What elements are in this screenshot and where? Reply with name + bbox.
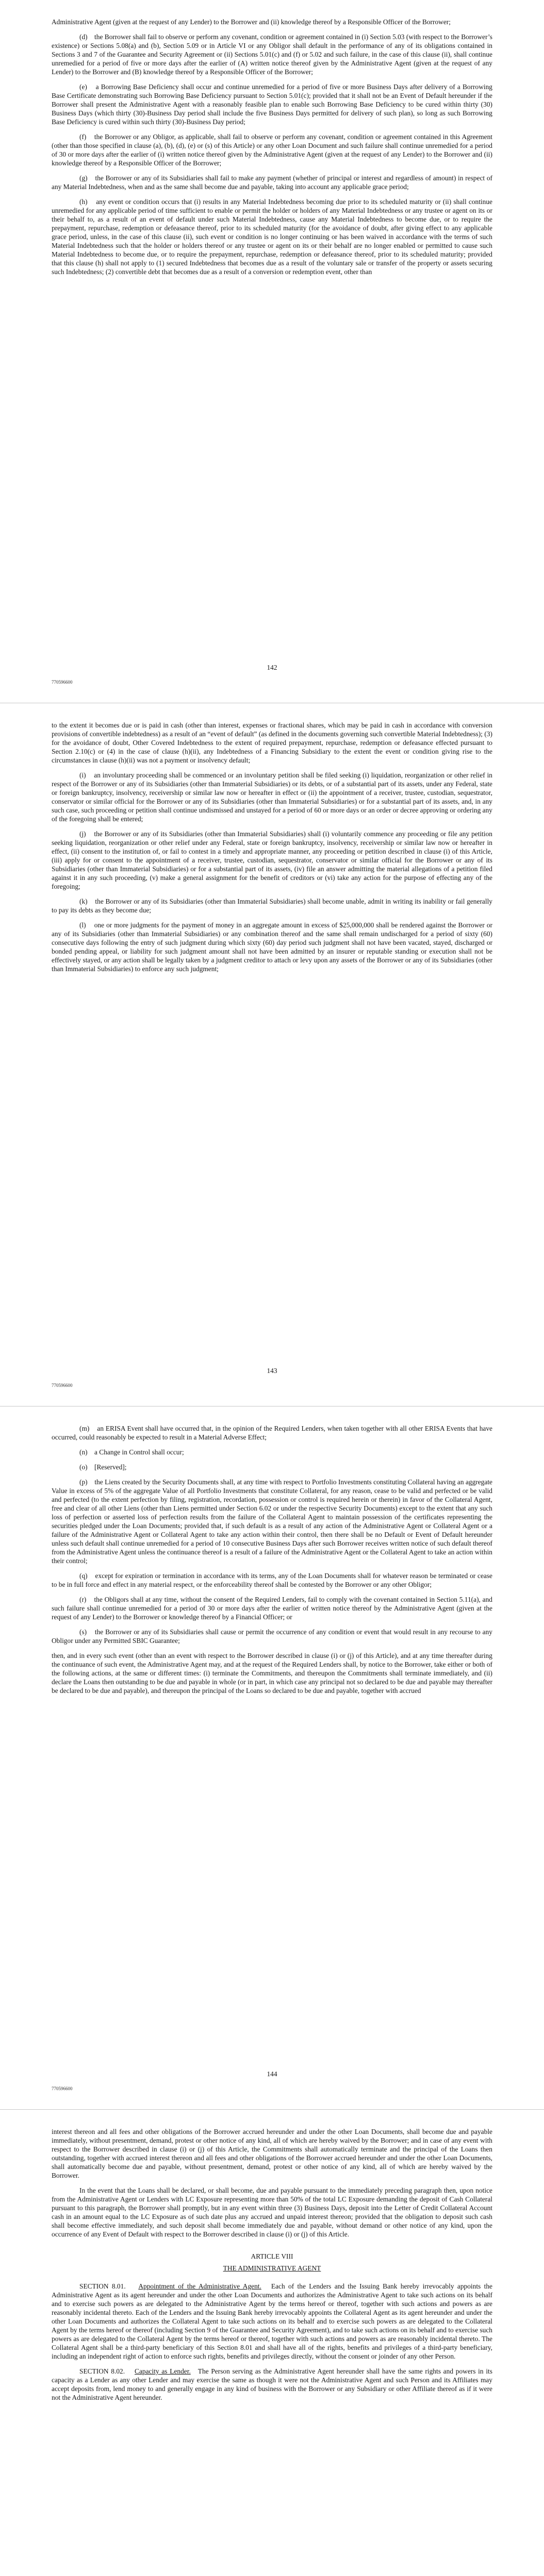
section-heading: Capacity as Lender. <box>135 2367 191 2375</box>
footer-id: 770596600 <box>52 680 73 685</box>
paragraph-clause-g: (g) the Borrower or any of its Subsidiaries shall fail to make any payment (whether of principal or interest and regardless of amount) in respect of any Material Indebtedness, when and as the same shall become due and payable, taking into account any applicable grace period; <box>52 174 492 191</box>
section-8-01 <box>52 2282 492 2361</box>
paragraph-clause-k: (k) the Borrower or any of its Subsidiaries (other than Immaterial Subsidiaries) shall become unable, admit in writing its inability or fail generally to pay its debts as they become due; <box>52 897 492 914</box>
paragraph-clause-f: (f) the Borrower or any Obligor, as applicable, shall fail to observe or perform any covenant, condition or agreement contained in this Agreement (other than those specified in clause (a), (b), (d), (e) or (s) of this Article) or any other Loan Document and such failure shall continue unremedied for a period of 30 or more days after the earlier of (i) written notice thereof given by the Administrative Agent (given at the request of any Lender) to the Borrower and (ii) knowledge thereof by a Responsible Officer of the Borrower; <box>52 133 492 167</box>
document-page-142 <box>0 0 544 703</box>
paragraph-clause-e: (e) a Borrowing Base Deficiency shall occur and continue unremedied for a period of five or more Business Days after delivery of a Borrowing Base Certificate demonstrating such Borrowing Base Deficiency pursuant to Section 5.01(c); provided that it shall not be an Event of Default hereunder if the Borrower shall present the Administrative Agent with a reasonably feasible plan to enable such Borrowing Base Deficiency to be cured within thirty (30) Business Days (which thirty (30)-Business Day period shall include the five Business Days permitted for delivery of such plan), so long as such Borrowing Base Deficiency is cured within such thirty (30)-Business Day period; <box>52 83 492 126</box>
paragraph-clause-i: (i) an involuntary proceeding shall be commenced or an involuntary petition shall be filed seeking (i) liquidation, reorganization or other relief in respect of the Borrower or any of its Subsidiaries (other than Immaterial Subsidiaries) or its debts, or of a substantial part of its assets, under any Federal, state or foreign bankruptcy, insolvency, receivership or similar law now or hereafter in effect or (ii) the appointment of a receiver, trustee, custodian, sequestrator, conservator or similar official for the Borrower or any of its Subsidiaries (other than Immaterial Subsidiaries) or for a substantial part of its assets, and, in any such case, such proceeding or petition shall continue undismissed and unstayed for a period of 60 or more days or an order or decree approving or ordering any of the foregoing shall be entered; <box>52 771 492 823</box>
page-number: 142 <box>267 664 277 671</box>
section-heading: Appointment of the Administrative Agent. <box>138 2282 261 2290</box>
paragraph-clause-n: (n) a Change in Control shall occur; <box>79 1448 184 1456</box>
paragraph-clause-s: (s) the Borrower or any of its Subsidiaries shall cause or permit the occurrence of any condition or event that would result in any recourse to any Obligor under any Permitted SBIC Guarantee; <box>52 1628 492 1645</box>
footer-id: 770596600 <box>52 2086 73 2091</box>
paragraph: interest thereon and all fees and other obligations of the Borrower accrued hereunder and under the other Loan Documents, shall become due and payable immediately, without presentment, demand, protest or other notice of any kind, all of which are hereby waived by the Borrower; and in case of any event with respect to the Borrower described in clause (i) or (j) of this Article, the Commitments shall automatically terminate and the principal of the Loans then outstanding, together with accrued interest thereon and all fees and other obligations of the Borrower accrued hereunder and under the other Loan Documents, shall automatically become due and payable, without presentment, demand, protest or other notice of any kind, all of which are hereby waived by the Borrower. <box>52 2128 492 2179</box>
section-number: SECTION 8.02. <box>79 2367 125 2375</box>
page-number: 143 <box>267 1367 277 1375</box>
article-title: THE ADMINISTRATIVE AGENT <box>223 2264 321 2272</box>
page-number: 144 <box>267 2070 277 2078</box>
section-8-02 <box>52 2367 492 2402</box>
document-page-144 <box>0 1406 544 2110</box>
document-page-143 <box>0 703 544 1406</box>
document-page-145 <box>0 2110 544 2576</box>
paragraph-cash-collateral: In the event that the Loans shall be declared, or shall become, due and payable pursuant to the immediately preceding paragraph then, upon notice from the Administrative Agent or Lenders with LC Exposure representing more than 50% of the total LC Exposure demanding the deposit of Cash Collateral pursuant to this paragraph, the Borrower shall promptly, but in any event within three (3) Business Days, deposit into the Letter of Credit Collateral Account cash in an amount equal to the LC Exposure as of such date plus any accrued and unpaid interest thereon; provided that the obligation to deposit such cash shall become effective immediately, and such deposit shall become immediately due and payable, without demand or other notice of any kind, upon the occurrence of any Event of Default with respect to the Borrower described in clause (i) or (j) of this Article. <box>52 2187 492 2238</box>
paragraph: to the extent it becomes due or is paid in cash (other than interest, expenses or fractional shares, which may be paid in cash in accordance with conversion provisions of convertible indebtedness) as a result of an “event of default” (as defined in the documents governing such convertible Material Indebtedness); (3) for the avoidance of doubt, Other Covered Indebtedness to the extent of required prepayment, repurchase, redemption or defeasance effected pursuant to Section 2.10(c) or (4) in the case of clause (h)(ii), any Indebtedness of a Financing Subsidiary to the extent the event or condition giving rise to the circumstances in clause (h)(ii) was not a payment or insolvency default; <box>52 721 492 764</box>
section-text: Each of the Lenders and the Issuing Bank hereby irrevocably appoints the Administrative Agent as its agent hereunder and under the other Loan Documents and authorizes the Administrative Agent to take such actions on its behalf and to exercise such powers as are delegated to the Administrative Agent by the terms hereof or thereof, together with such actions and powers as are reasonably incidental thereto. Each of the Lenders and the Issuing Bank hereby irrevocably appoints the Collateral Agent as its agent hereunder and under the other Loan Documents and authorizes the Collateral Agent to take such actions on its behalf and to exercise such powers as are delegated to the Collateral Agent by the terms hereof or thereof (including Section 9 of the Guarantee and Security Agreement), and to take such actions on its behalf and to exercise such powers as are delegated to the Collateral Agent by the terms hereof or thereof, together with such actions and powers as are reasonably incidental thereto. The Collateral Agent shall be a third-party beneficiary of this Section 8.01 and shall have all of the rights, benefits and privileges of a third-party beneficiary, including an independent right of action to enforce such rights, benefits and privileges directly, without the consent or joinder of any other Person. <box>52 2282 492 2360</box>
paragraph-remedies: then, and in every such event (other than an event with respect to the Borrower described in clause (i) or (j) of this Article), and at any time thereafter during the continuance of such event, the Administrative Agent may, and at the request of the Required Lenders shall, by notice to the Borrower, take either or both of the following actions, at the same or different times: (i) terminate the Commitments, and thereupon the Commitments shall terminate immediately, and (ii) declare the Loans then outstanding to be due and payable in whole (or in part, in which case any principal not so declared to be due and payable may thereafter be declared to be due and payable), and thereupon the principal of the Loans so declared to be due and payable, together with accrued <box>52 1652 492 1694</box>
paragraph-clause-q: (q) except for expiration or termination in accordance with its terms, any of the Loan Documents shall for whatever reason be terminated or cease to be in full force and effect in any material respect, or the enforceability thereof shall be contested by the Borrower or any other Obligor; <box>52 1572 492 1588</box>
paragraph-clause-o: (o) [Reserved]; <box>79 1463 127 1471</box>
paragraph-clause-p: (p) the Liens created by the Security Documents shall, at any time with respect to Portfolio Investments constituting Collateral having an aggregate Value in excess of 5% of the aggregate Value of all Portfolio Investments that constitute Collateral, for any reason, cease to be valid and perfected or be valid and perfected (to the extent perfection by filing, registration, recordation, possession or control is required herein or therein) in favor of the Collateral Agent, free and clear of all other Liens (other than Liens permitted under Section 6.02 or under the respective Security Documents) except to the extent that any such loss of perfection or asserted loss of perfection results from the failure of the Collateral Agent to maintain possession of the certificates representing the securities pledged under the Loan Documents; provided that, if such default is as a result of any action of the Administrative Agent or Collateral Agent or a failure of the Administrative Agent or Collateral Agent to take any action within their control, then there shall be no Default or Event of Default hereunder unless such default shall continue unremedied for a period of 10 consecutive Business Days after such Borrower receives written notice of such default thereof from the Administrative Agent unless the continuance thereof is a result of a failure of the Administrative Agent or the Collateral Agent to take an action within their control; <box>52 1478 492 1565</box>
paragraph-clause-m: (m) an ERISA Event shall have occurred that, in the opinion of the Required Lenders, when taken together with all other ERISA Events that have occurred, could reasonably be expected to result in a Material Adverse Effect; <box>52 1425 492 1441</box>
section-text: The Person serving as the Administrative Agent hereunder shall have the same rights and powers in its capacity as a Lender as any other Lender and may exercise the same as though it were not the Administrative Agent and such Person and its Affiliates may accept deposits from, lend money to and generally engage in any kind of business with the Borrower or any Subsidiary or other Affiliate thereof as if it were not the Administrative Agent hereunder. <box>52 2367 492 2401</box>
paragraph-clause-d: (d) the Borrower shall fail to observe or perform any covenant, condition or agreement contained in (i) Section 5.03 (with respect to the Borrower’s existence) or Sections 5.08(a) and (b), Section 5.09 or in Article VI or any Obligor shall default in the performance of any of its obligations contained in Sections 3 and 7 of the Guarantee and Security Agreement or (ii) Sections 5.01(c) and (f) or 5.02 and such failure, in the case of this clause (ii), shall continue unremedied for a period of five or more days after the earlier of (A) written notice thereof given by the Administrative Agent (given at the request of any Lender) to the Borrower and (B) knowledge thereof by a Responsible Officer of the Borrower; <box>52 33 492 76</box>
paragraph-clause-h: (h) any event or condition occurs that (i) results in any Material Indebtedness becoming due prior to its scheduled maturity or (ii) shall continue unremedied for any applicable period of time sufficient to enable or permit the holder or holders of any Material Indebtedness or any trustee or agent on its or their behalf to, as a result of an event of default under such Material Indebtedness, cause any Material Indebtedness to become due, or to require the prepayment, repurchase, redemption or defeasance thereof, prior to its scheduled maturity (for the avoidance of doubt, after giving effect to any applicable grace period, unless, in the case of this clause (ii), such event or condition is no longer continuing or has been waived in accordance with the terms of such Material Indebtedness such that the holder or holders thereof or any trustee or agent on its or their behalf are no longer enabled or permitted to cause such Material Indebtedness to become due, or to require the prepayment, repurchase, redemption or defeasance thereof, prior to its scheduled maturity; provided that this clause (h) shall not apply to (1) secured Indebtedness that becomes due as a result of the voluntary sale or transfer of the property or assets securing such Indebtedness; (2) convertible debt that becomes due as a result of a conversion or redemption event, other than <box>52 198 492 276</box>
section-number: SECTION 8.01. <box>79 2282 126 2290</box>
paragraph-clause-r: (r) the Obligors shall at any time, without the consent of the Required Lenders, fail to comply with the covenant contained in Section 5.11(a), and such failure shall continue unremedied for a period of 30 or more days after the earlier of written notice thereof by the Administrative Agent (given at the request of any Lender) to the Borrower or knowledge thereof by a Financial Officer; or <box>52 1596 492 1621</box>
footer-id: 770596600 <box>52 1383 73 1388</box>
article-heading: ARTICLE VIII <box>251 2252 293 2260</box>
paragraph: Administrative Agent (given at the request of any Lender) to the Borrower and (ii) knowledge thereof by a Responsible Officer of the Borrower; <box>52 18 451 26</box>
paragraph-clause-j: (j) the Borrower or any of its Subsidiaries (other than Immaterial Subsidiaries) shall (i) voluntarily commence any proceeding or file any petition seeking liquidation, reorganization or other relief under any Federal, state or foreign bankruptcy, insolvency, receivership or similar law now or hereafter in effect, (ii) consent to the institution of, or fail to contest in a timely and appropriate manner, any proceeding or petition described in clause (i) of this Article, (iii) apply for or consent to the appointment of a receiver, trustee, custodian, sequestrator, conservator or similar official for the Borrower or any of its Subsidiaries (other than Immaterial Subsidiaries) or for a substantial part of its assets, (iv) file an answer admitting the material allegations of a petition filed against it in any such proceeding, (v) make a general assignment for the benefit of creditors or (vi) take any action for the purpose of effecting any of the foregoing; <box>52 830 492 890</box>
paragraph-clause-l: (l) one or more judgments for the payment of money in an aggregate amount in excess of $25,000,000 shall be rendered against the Borrower or any of its Subsidiaries (other than Immaterial Subsidiaries) or any combination thereof and the same shall remain undischarged for a period of sixty (60) consecutive days following the entry of such judgment during which sixty (60) day period such judgment shall not have been vacated, stayed, discharged or bonded pending appeal, or liability for such judgment amount shall not have been admitted by an insurer or reputable standing or execution shall not be effectively stayed, or any action shall be legally taken by a judgment creditor to attach or levy upon any assets of the Borrower or any of its Subsidiaries (other than Immaterial Subsidiaries) to enforce any such judgment; <box>52 921 492 973</box>
